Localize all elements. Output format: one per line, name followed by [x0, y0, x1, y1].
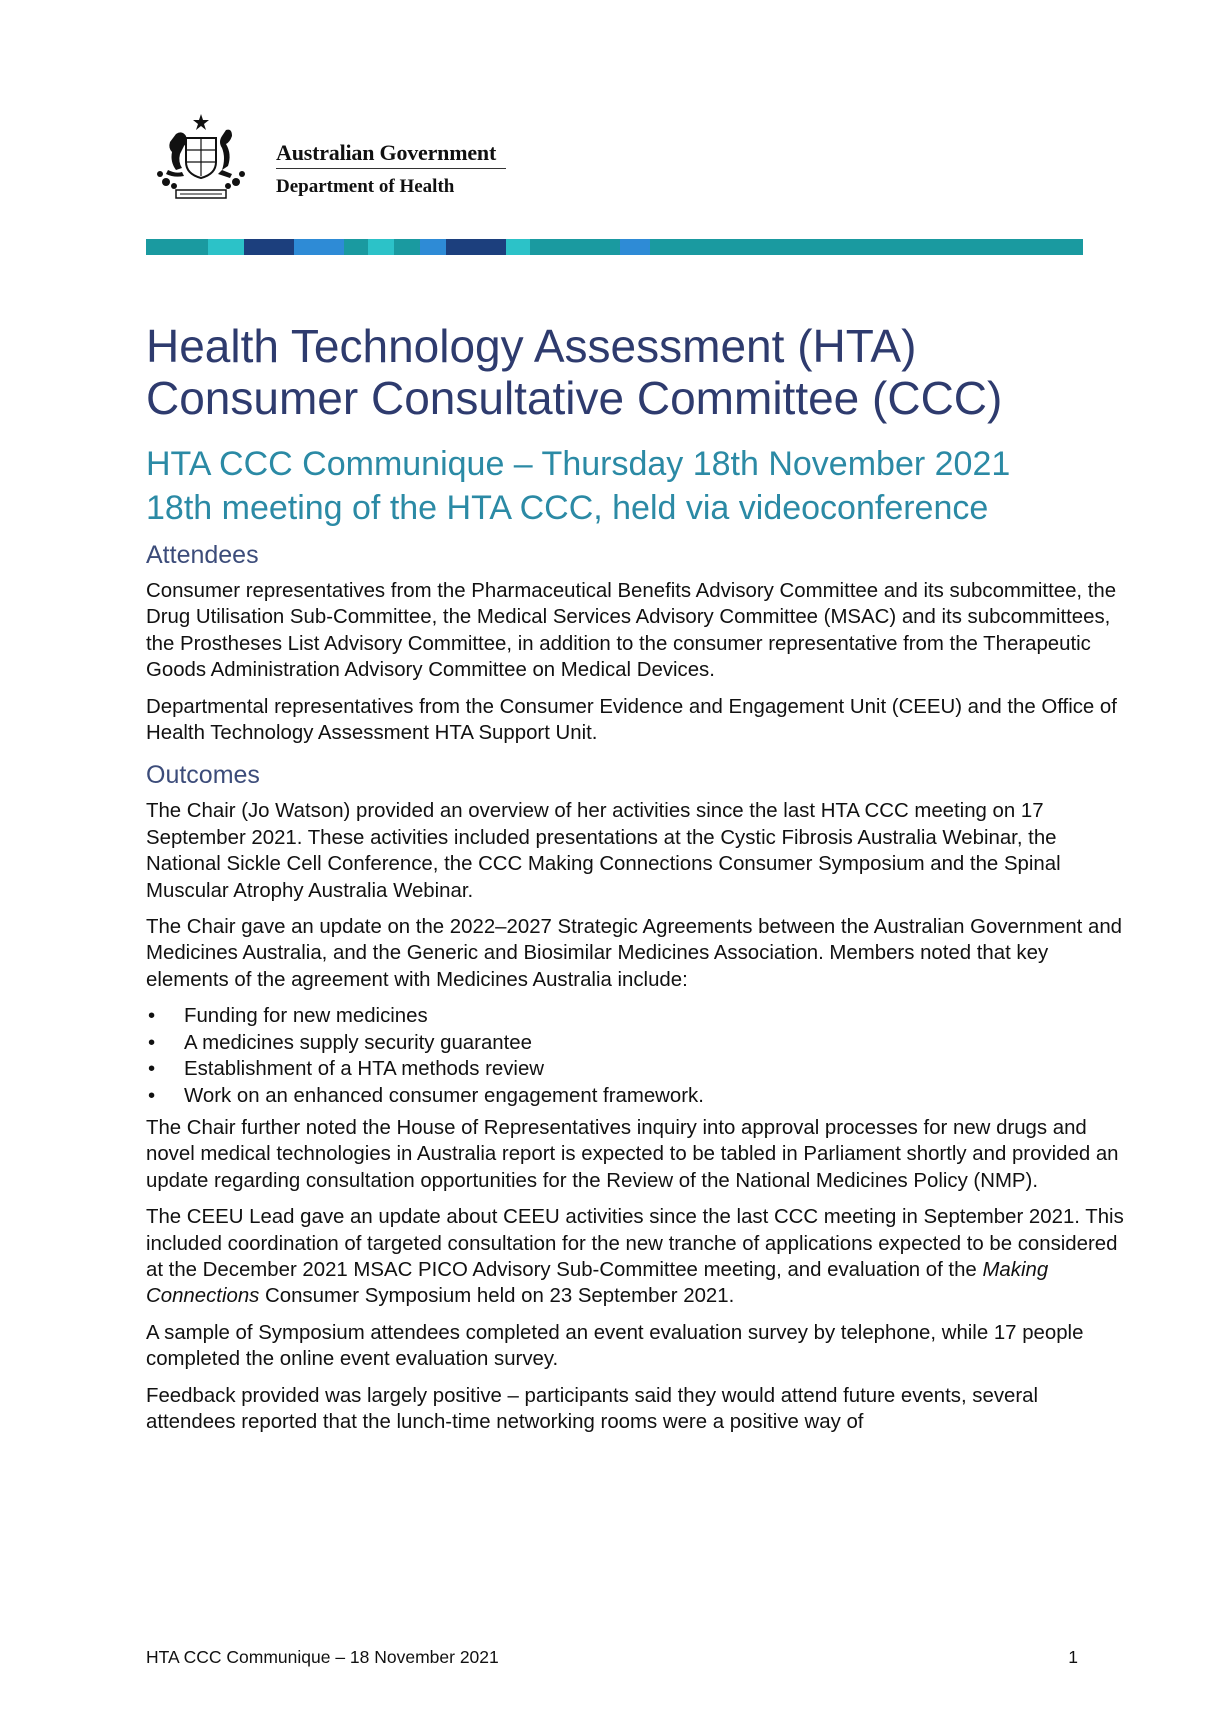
department-name: Department of Health	[276, 176, 455, 197]
key-elements-list	[146, 1003, 1126, 1109]
outcomes-paragraph: The Chair further noted the House of Representatives inquiry into approval processes for new drugs and novel medical technologies in Australia report is expected to be tabled in Parliament shortly and provided an update regarding consultation opportunities for the Review of the National Medicines Policy (NMP).	[146, 1116, 1119, 1192]
colour-bar-segment	[530, 239, 620, 255]
attendees-paragraph: Departmental representatives from the Consumer Evidence and Engagement Unit (CEEU) and the Office of Health Technology Assessment HTA Support Unit.	[146, 695, 1117, 745]
colour-bar-segment	[208, 239, 244, 255]
footer-text: HTA CCC Communique – 18 November 2021	[146, 1647, 499, 1667]
document-body	[146, 540, 1126, 1445]
colour-bar-segment	[368, 239, 394, 255]
colour-bar-segment	[506, 239, 530, 255]
government-name: Australian Government	[276, 140, 497, 165]
outcomes-paragraph: The Chair (Jo Watson) provided an overview of her activities since the last HTA CCC meeting on 17 September 2021. These activities included presentations at the Cystic Fibrosis Australia Webinar, the National Sickle Cell Conference, the CCC Making Connections Consumer Symposium and the Spinal Muscular Atrophy Australia Webinar.	[146, 800, 1061, 902]
subtitle-line-2: 18th meeting of the HTA CCC, held via videoconference	[146, 489, 989, 527]
outcomes-paragraph	[146, 1204, 1126, 1310]
outcomes-paragraph: The Chair gave an update on the 2022–2027 Strategic Agreements between the Australian Government and Medicines Australia, and the Generic and Biosimilar Medicines Association. Members noted that key elements of the agreement with Medicines Australia include:	[146, 916, 1123, 991]
subtitle-line-1: HTA CCC Communique – Thursday 18th November 2021	[146, 445, 1011, 483]
government-logo	[146, 112, 516, 204]
attendees-heading: Attendees	[146, 541, 259, 569]
outcomes-paragraph: A sample of Symposium attendees completed an event evaluation survey by telephone, while 17 people completed the online event evaluation survey.	[146, 1321, 1084, 1371]
logo-divider	[276, 168, 506, 169]
attendees-paragraph: Consumer representatives from the Pharmaceutical Benefits Advisory Committee and its subcommittee, the Drug Utilisation Sub-Committee, the Medical Services Advisory Committee (MSAC) and its subcommittees, the Prostheses List Advisory Committee, in addition to the consumer representative from the Therapeutic Goods Administration Advisory Committee on Medical Devices.	[146, 580, 1117, 682]
list-item: • Establishment of a HTA methods review	[146, 1056, 1126, 1082]
colour-bar-segment	[620, 239, 650, 255]
colour-bar-segment	[146, 239, 208, 255]
decorative-colour-bar	[146, 239, 1083, 255]
coat-of-arms-icon	[146, 112, 256, 204]
colour-bar-segment	[420, 239, 446, 255]
title-line-2: Consumer Consultative Committee (CCC)	[146, 372, 1003, 424]
colour-bar-segment	[446, 239, 506, 255]
list-item: • Funding for new medicines	[146, 1003, 1126, 1029]
paragraph-text: Consumer Symposium held on 23 September 2021.	[259, 1285, 735, 1308]
list-item: • A medicines supply security guarantee	[146, 1030, 1126, 1056]
colour-bar-segment	[394, 239, 420, 255]
page-number: 1	[1068, 1647, 1078, 1667]
outcomes-paragraph: Feedback provided was largely positive – participants said they would attend future events, several attendees reported that the lunch-time networking rooms were a positive way of	[146, 1384, 1039, 1433]
page-title	[146, 320, 1126, 424]
title-line-1: Health Technology Assessment (HTA)	[146, 320, 917, 372]
paragraph-text: The CEEU Lead gave an update about CEEU activities since the last CCC meeting in September 2021. This included coordination of targeted consultation for the new tranche of applications expected to be considered at the December 2021 MSAC PICO Advisory Sub-Committee meeting, and evaluation of the	[146, 1206, 1124, 1281]
outcomes-heading: Outcomes	[146, 761, 260, 790]
colour-bar-segment	[344, 239, 368, 255]
colour-bar-segment	[650, 239, 1083, 255]
italic-text: Making Connections	[146, 1258, 1049, 1308]
list-item: • Work on an enhanced consumer engagement framework.	[146, 1083, 1126, 1109]
colour-bar-segment	[294, 239, 344, 255]
colour-bar-segment	[244, 239, 294, 255]
page-subtitle	[146, 442, 1126, 530]
